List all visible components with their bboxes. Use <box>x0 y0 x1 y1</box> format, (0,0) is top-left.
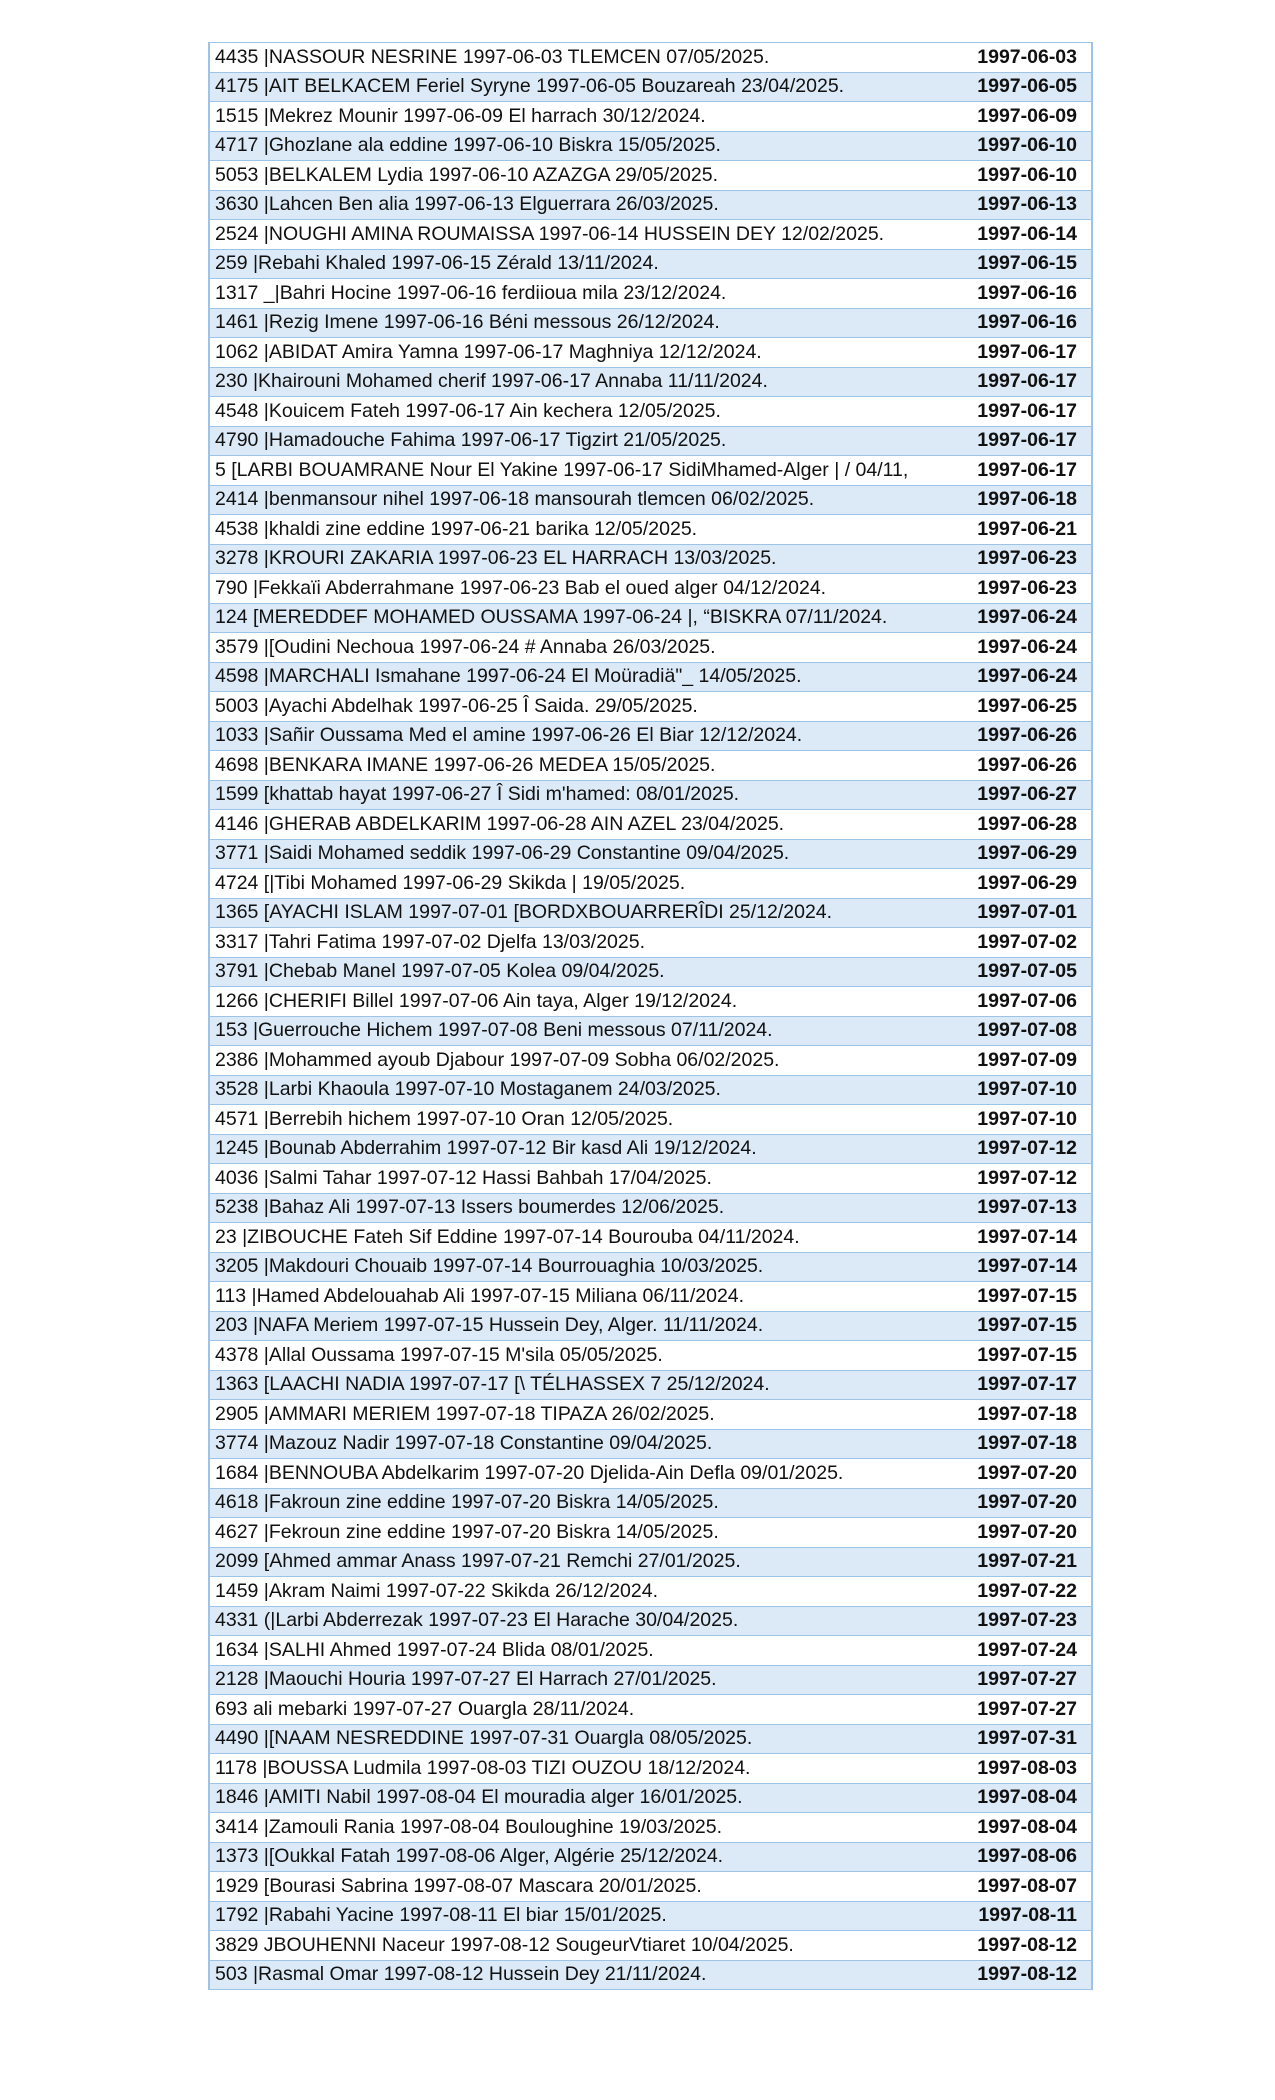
record-text-cell: 259 |Rebahi Khaled 1997-06-15 Zérald 13/11/2024. <box>215 252 659 275</box>
record-date-cell: 1997-06-29 <box>977 842 1077 865</box>
table-row <box>210 1843 1091 1873</box>
table-row <box>210 1636 1091 1666</box>
record-date-cell: 1997-06-27 <box>977 783 1077 806</box>
record-text-cell: 4598 |MARCHALI Ismahane 1997-06-24 El Moüradiä"_ 14/05/2025. <box>215 665 802 688</box>
record-text-cell: 4571 |Berrebih hichem 1997-07-10 Oran 12/05/2025. <box>215 1107 674 1130</box>
table-row <box>210 840 1091 870</box>
record-date-cell: 1997-07-17 <box>977 1373 1077 1396</box>
record-text-cell: 1363 [LAACHI NADIA 1997-07-17 [\ TÉLHASSEX 7 25/12/2024. <box>215 1373 770 1396</box>
record-text-cell: 203 |NAFA Meriem 1997-07-15 Hussein Dey, Alger. 11/11/2024. <box>215 1314 764 1337</box>
record-date-cell: 1997-07-13 <box>977 1196 1077 1219</box>
record-text-cell: 4036 |Salmi Tahar 1997-07-12 Hassi Bahbah 17/04/2025. <box>215 1166 712 1189</box>
record-date-cell: 1997-07-31 <box>977 1727 1077 1750</box>
record-text-cell: 4331 (|Larbi Abderrezak 1997-07-23 El Harache 30/04/2025. <box>215 1609 739 1632</box>
record-text-cell: 503 |Rasmal Omar 1997-08-12 Hussein Dey 21/11/2024. <box>215 1963 707 1986</box>
record-date-cell: 1997-06-09 <box>977 104 1077 127</box>
record-date-cell: 1997-06-14 <box>977 222 1077 245</box>
table-row <box>210 1754 1091 1784</box>
record-date-cell: 1997-07-10 <box>977 1078 1077 1101</box>
record-text-cell: 1846 |AMITI Nabil 1997-08-04 El mouradia alger 16/01/2025. <box>215 1786 743 1809</box>
record-text-cell: 693 ali mebarki 1997-07-27 Ouargla 28/11/2024. <box>215 1697 635 1720</box>
table-row <box>210 574 1091 604</box>
record-text-cell: 3205 |Makdouri Chouaib 1997-07-14 Bourrouaghia 10/03/2025. <box>215 1255 764 1278</box>
record-text-cell: 2414 |benmansour nihel 1997-06-18 mansourah tlemcen 06/02/2025. <box>215 488 815 511</box>
record-date-cell: 1997-07-12 <box>977 1137 1077 1160</box>
record-text-cell: 1684 |BENNOUBA Abdelkarim 1997-07-20 Djelida-Ain Defla 09/01/2025. <box>215 1461 844 1484</box>
record-date-cell: 1997-08-07 <box>977 1874 1077 1897</box>
table-row <box>210 751 1091 781</box>
record-date-cell: 1997-07-14 <box>977 1225 1077 1248</box>
record-date-cell: 1997-07-20 <box>977 1520 1077 1543</box>
record-date-cell: 1997-06-28 <box>977 812 1077 835</box>
record-text-cell: 1245 |Bounab Abderrahim 1997-07-12 Bir kasd Ali 19/12/2024. <box>215 1137 757 1160</box>
record-date-cell: 1997-07-15 <box>977 1314 1077 1337</box>
table-row <box>210 1784 1091 1814</box>
record-date-cell: 1997-06-23 <box>977 547 1077 570</box>
record-text-cell: 2905 |AMMARI MERIEM 1997-07-18 TIPAZA 26/02/2025. <box>215 1402 715 1425</box>
record-date-cell: 1997-06-10 <box>977 134 1077 157</box>
record-text-cell: 1373 |[Oukkal Fatah 1997-08-06 Alger, Algérie 25/12/2024. <box>215 1845 724 1868</box>
record-date-cell: 1997-08-04 <box>977 1815 1077 1838</box>
record-date-cell: 1997-06-17 <box>977 429 1077 452</box>
record-date-cell: 1997-07-08 <box>977 1019 1077 1042</box>
record-date-cell: 1997-07-18 <box>977 1432 1077 1455</box>
record-date-cell: 1997-06-17 <box>977 370 1077 393</box>
record-date-cell: 1997-06-24 <box>977 635 1077 658</box>
records-table <box>208 42 1093 1990</box>
record-date-cell: 1997-07-21 <box>977 1550 1077 1573</box>
record-date-cell: 1997-06-18 <box>977 488 1077 511</box>
record-text-cell: 1365 [AYACHI ISLAM 1997-07-01 [BORDXBOUARRERÎDI 25/12/2024. <box>215 901 833 924</box>
table-row <box>210 220 1091 250</box>
record-date-cell: 1997-08-12 <box>977 1933 1077 1956</box>
table-row <box>210 1548 1091 1578</box>
record-date-cell: 1997-07-20 <box>977 1491 1077 1514</box>
record-date-cell: 1997-06-03 <box>977 45 1077 68</box>
table-row <box>210 1518 1091 1548</box>
record-text-cell: 4618 |Fakroun zine eddine 1997-07-20 Biskra 14/05/2025. <box>215 1491 719 1514</box>
table-row <box>210 1371 1091 1401</box>
table-row <box>210 604 1091 634</box>
table-row <box>210 1902 1091 1932</box>
table-row <box>210 869 1091 899</box>
record-text-cell: 3829 JBOUHENNI Naceur 1997-08-12 SougeurVtiaret 10/04/2025. <box>215 1933 794 1956</box>
table-row <box>210 1400 1091 1430</box>
record-text-cell: 1929 [Bourasi Sabrina 1997-08-07 Mascara 20/01/2025. <box>215 1874 702 1897</box>
record-text-cell: 4538 |khaldi zine eddine 1997-06-21 barika 12/05/2025. <box>215 517 698 540</box>
table-row <box>210 1430 1091 1460</box>
table-row <box>210 987 1091 1017</box>
record-text-cell: 3278 |KROURI ZAKARIA 1997-06-23 EL HARRACH 13/03/2025. <box>215 547 777 570</box>
record-text-cell: 1634 |SALHI Ahmed 1997-07-24 Blida 08/01/2025. <box>215 1638 654 1661</box>
record-date-cell: 1997-06-24 <box>977 665 1077 688</box>
table-row <box>210 928 1091 958</box>
record-text-cell: 3791 |Chebab Manel 1997-07-05 Kolea 09/04/2025. <box>215 960 665 983</box>
table-row <box>210 250 1091 280</box>
record-text-cell: 2099 [Ahmed ammar Anass 1997-07-21 Remchi 27/01/2025. <box>215 1550 741 1573</box>
table-row <box>210 397 1091 427</box>
record-text-cell: 4146 |GHERAB ABDELKARIM 1997-06-28 AIN AZEL 23/04/2025. <box>215 812 785 835</box>
record-date-cell: 1997-06-17 <box>977 340 1077 363</box>
table-row <box>210 899 1091 929</box>
table-row <box>210 1931 1091 1961</box>
record-text-cell: 1266 |CHERIFI Billel 1997-07-06 Ain taya, Alger 19/12/2024. <box>215 989 738 1012</box>
record-text-cell: 1599 [khattab hayat 1997-06-27 Î Sidi m'hamed: 08/01/2025. <box>215 783 740 806</box>
table-row <box>210 73 1091 103</box>
record-date-cell: 1997-07-05 <box>977 960 1077 983</box>
record-text-cell: 3317 |Tahri Fatima 1997-07-02 Djelfa 13/03/2025. <box>215 930 646 953</box>
table-row <box>210 132 1091 162</box>
record-text-cell: 2386 |Mohammed ayoub Djabour 1997-07-09 Sobha 06/02/2025. <box>215 1048 780 1071</box>
record-date-cell: 1997-07-27 <box>977 1668 1077 1691</box>
table-row <box>210 338 1091 368</box>
record-text-cell: 3771 |Saidi Mohamed seddik 1997-06-29 Constantine 09/04/2025. <box>215 842 790 865</box>
record-text-cell: 4548 |Kouicem Fateh 1997-06-17 Ain kechera 12/05/2025. <box>215 399 721 422</box>
table-row <box>210 1695 1091 1725</box>
record-text-cell: 4790 |Hamadouche Fahima 1997-06-17 Tigzirt 21/05/2025. <box>215 429 727 452</box>
record-date-cell: 1997-07-20 <box>977 1461 1077 1484</box>
table-row <box>210 456 1091 486</box>
record-text-cell: 23 |ZIBOUCHE Fateh Sif Eddine 1997-07-14 Bourouba 04/11/2024. <box>215 1225 800 1248</box>
record-date-cell: 1997-07-22 <box>977 1579 1077 1602</box>
record-date-cell: 1997-06-15 <box>977 252 1077 275</box>
table-row <box>210 486 1091 516</box>
record-text-cell: 4175 |AIT BELKACEM Feriel Syryne 1997-06-05 Bouzareah 23/04/2025. <box>215 75 845 98</box>
record-date-cell: 1997-08-11 <box>978 1904 1077 1927</box>
record-text-cell: 1459 |Akram Naimi 1997-07-22 Skikda 26/12/2024. <box>215 1579 658 1602</box>
table-row <box>210 102 1091 132</box>
record-date-cell: 1997-07-06 <box>977 989 1077 1012</box>
table-row <box>210 633 1091 663</box>
record-date-cell: 1997-08-03 <box>977 1756 1077 1779</box>
table-row <box>210 1607 1091 1637</box>
table-row <box>210 1282 1091 1312</box>
table-row <box>210 43 1091 73</box>
record-date-cell: 1997-07-01 <box>977 901 1077 924</box>
record-date-cell: 1997-07-02 <box>977 930 1077 953</box>
record-text-cell: 3774 |Mazouz Nadir 1997-07-18 Constantine 09/04/2025. <box>215 1432 713 1455</box>
table-row <box>210 1666 1091 1696</box>
table-row <box>210 368 1091 398</box>
record-text-cell: 3528 |Larbi Khaoula 1997-07-10 Mostaganem 24/03/2025. <box>215 1078 721 1101</box>
table-row <box>210 692 1091 722</box>
record-text-cell: 1062 |ABIDAT Amira Yamna 1997-06-17 Maghniya 12/12/2024. <box>215 340 762 363</box>
table-row <box>210 1105 1091 1135</box>
table-row <box>210 1961 1091 1991</box>
table-row <box>210 722 1091 752</box>
record-text-cell: 5053 |BELKALEM Lydia 1997-06-10 AZAZGA 29/05/2025. <box>215 163 719 186</box>
record-date-cell: 1997-08-04 <box>977 1786 1077 1809</box>
record-date-cell: 1997-06-25 <box>977 694 1077 717</box>
table-row <box>210 958 1091 988</box>
table-row <box>210 1725 1091 1755</box>
record-date-cell: 1997-06-13 <box>977 193 1077 216</box>
record-text-cell: 1515 |Mekrez Mounir 1997-06-09 El harrach 30/12/2024. <box>215 104 706 127</box>
record-date-cell: 1997-08-06 <box>977 1845 1077 1868</box>
record-text-cell: 3579 |[Oudini Nechoua 1997-06-24 # Annaba 26/03/2025. <box>215 635 716 658</box>
table-row <box>210 1813 1091 1843</box>
record-text-cell: 2128 |Maouchi Houria 1997-07-27 El Harrach 27/01/2025. <box>215 1668 717 1691</box>
record-date-cell: 1997-06-10 <box>977 163 1077 186</box>
record-date-cell: 1997-06-21 <box>977 517 1077 540</box>
record-date-cell: 1997-06-16 <box>977 281 1077 304</box>
table-row <box>210 810 1091 840</box>
record-text-cell: 3630 |Lahcen Ben alia 1997-06-13 Elguerrara 26/03/2025. <box>215 193 719 216</box>
record-text-cell: 4717 |Ghozlane ala eddine 1997-06-10 Biskra 15/05/2025. <box>215 134 721 157</box>
record-date-cell: 1997-07-18 <box>977 1402 1077 1425</box>
record-date-cell: 1997-06-05 <box>977 75 1077 98</box>
table-row <box>210 1046 1091 1076</box>
record-date-cell: 1997-06-26 <box>977 724 1077 747</box>
table-row <box>210 279 1091 309</box>
record-date-cell: 1997-08-12 <box>977 1963 1077 1986</box>
record-date-cell: 1997-06-16 <box>977 311 1077 334</box>
record-text-cell: 1792 |Rabahi Yacine 1997-08-11 El biar 15/01/2025. <box>215 1904 667 1927</box>
table-row <box>210 1223 1091 1253</box>
table-row <box>210 1577 1091 1607</box>
record-date-cell: 1997-06-17 <box>977 399 1077 422</box>
record-date-cell: 1997-07-27 <box>977 1697 1077 1720</box>
record-text-cell: 113 |Hamed Abdelouahab Ali 1997-07-15 Miliana 06/11/2024. <box>215 1284 745 1307</box>
record-text-cell: 153 |Guerrouche Hichem 1997-07-08 Beni messous 07/11/2024. <box>215 1019 773 1042</box>
record-text-cell: 1033 |Sañir Oussama Med el amine 1997-06-26 El Biar 12/12/2024. <box>215 724 803 747</box>
record-text-cell: 4378 |Allal Oussama 1997-07-15 M'sila 05/05/2025. <box>215 1343 663 1366</box>
record-date-cell: 1997-07-12 <box>977 1166 1077 1189</box>
record-date-cell: 1997-06-26 <box>977 753 1077 776</box>
record-text-cell: 124 [MEREDDEF MOHAMED OUSSAMA 1997-06-24 |, “BISKRA 07/11/2024. <box>215 606 888 629</box>
table-row <box>210 161 1091 191</box>
record-date-cell: 1997-07-23 <box>977 1609 1077 1632</box>
record-date-cell: 1997-06-23 <box>977 576 1077 599</box>
record-text-cell: 230 |Khairouni Mohamed cherif 1997-06-17 Annaba 11/11/2024. <box>215 370 768 393</box>
record-text-cell: 4698 |BENKARA IMANE 1997-06-26 MEDEA 15/05/2025. <box>215 753 716 776</box>
record-text-cell: 4490 |[NAAM NESREDDINE 1997-07-31 Ouargla 08/05/2025. <box>215 1727 753 1750</box>
record-date-cell: 1997-07-14 <box>977 1255 1077 1278</box>
record-date-cell: 1997-06-17 <box>977 458 1077 481</box>
record-text-cell: 5003 |Ayachi Abdelhak 1997-06-25 Î Saida. 29/05/2025. <box>215 694 698 717</box>
record-text-cell: 1461 |Rezig Imene 1997-06-16 Béni messous 26/12/2024. <box>215 311 720 334</box>
table-row <box>210 1489 1091 1519</box>
record-text-cell: 1317 _|Bahri Hocine 1997-06-16 ferdiioua mila 23/12/2024. <box>215 281 727 304</box>
table-row <box>210 545 1091 575</box>
table-row <box>210 781 1091 811</box>
table-row <box>210 1194 1091 1224</box>
table-row <box>210 515 1091 545</box>
table-row <box>210 663 1091 693</box>
table-row <box>210 1312 1091 1342</box>
table-row <box>210 1164 1091 1194</box>
record-date-cell: 1997-07-15 <box>977 1284 1077 1307</box>
record-text-cell: 2524 |NOUGHI AMINA ROUMAISSA 1997-06-14 HUSSEIN DEY 12/02/2025. <box>215 222 885 245</box>
record-text-cell: 5 [LARBI BOUAMRANE Nour El Yakine 1997-06-17 SidiMhamed-Alger | / 04/11, <box>215 458 909 481</box>
record-date-cell: 1997-06-24 <box>977 606 1077 629</box>
table-row <box>210 1459 1091 1489</box>
record-date-cell: 1997-07-15 <box>977 1343 1077 1366</box>
table-row <box>210 1253 1091 1283</box>
record-text-cell: 3414 |Zamouli Rania 1997-08-04 Bouloughine 19/03/2025. <box>215 1815 723 1838</box>
record-date-cell: 1997-06-29 <box>977 871 1077 894</box>
table-row <box>210 1076 1091 1106</box>
record-date-cell: 1997-07-09 <box>977 1048 1077 1071</box>
table-row <box>210 309 1091 339</box>
record-date-cell: 1997-07-24 <box>977 1638 1077 1661</box>
table-row <box>210 1135 1091 1165</box>
table-row <box>210 1341 1091 1371</box>
table-row <box>210 191 1091 221</box>
table-row <box>210 427 1091 457</box>
record-text-cell: 4435 |NASSOUR NESRINE 1997-06-03 TLEMCEN 07/05/2025. <box>215 45 770 68</box>
table-row <box>210 1872 1091 1902</box>
record-text-cell: 790 |Fekkaïi Abderrahmane 1997-06-23 Bab el oued alger 04/12/2024. <box>215 576 827 599</box>
record-text-cell: 4627 |Fekroun zine eddine 1997-07-20 Biskra 14/05/2025. <box>215 1520 719 1543</box>
record-text-cell: 4724 [|Tibi Mohamed 1997-06-29 Skikda | 19/05/2025. <box>215 871 686 894</box>
record-text-cell: 5238 |Bahaz Ali 1997-07-13 Issers boumerdes 12/06/2025. <box>215 1196 725 1219</box>
record-date-cell: 1997-07-10 <box>977 1107 1077 1130</box>
table-row <box>210 1017 1091 1047</box>
record-text-cell: 1178 |BOUSSA Ludmila 1997-08-03 TIZI OUZOU 18/12/2024. <box>215 1756 751 1779</box>
